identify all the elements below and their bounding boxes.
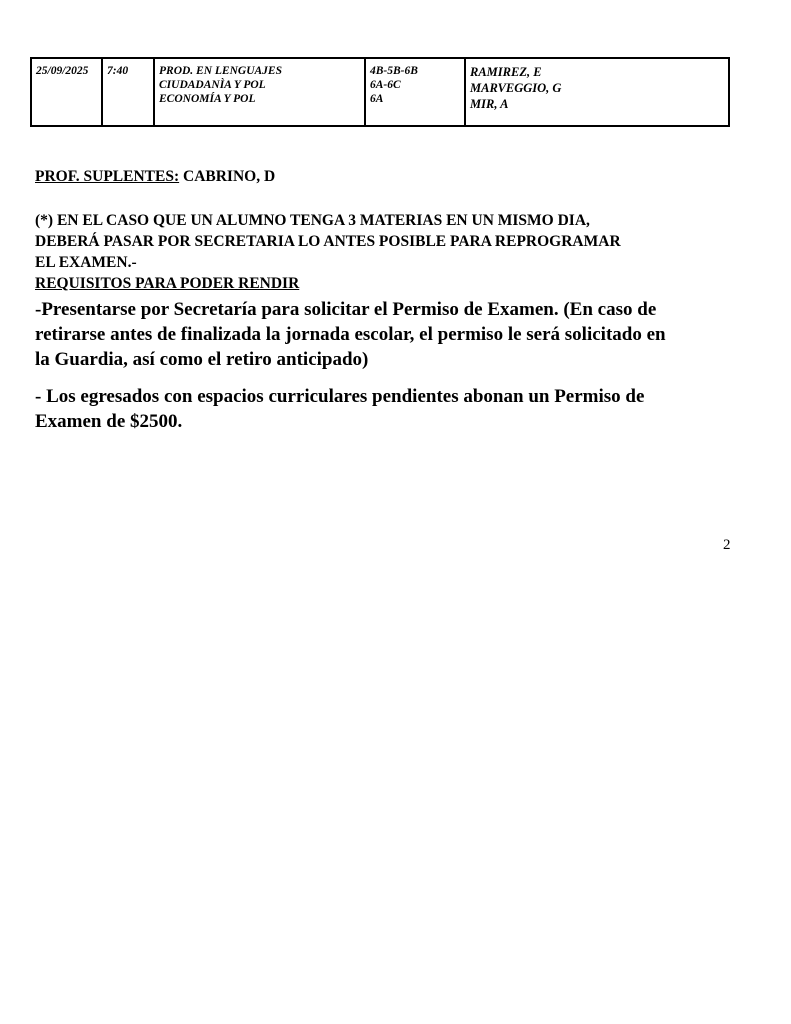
table-row <box>31 58 729 126</box>
subject-item: CIUDADANÌA Y POL <box>159 79 266 91</box>
exam-time: 7:40 <box>107 65 129 77</box>
group-item: 6A <box>370 93 384 105</box>
exam-schedule-table <box>30 57 730 127</box>
paragraph-line: Examen de $2500. <box>35 411 183 432</box>
paragraph-line: la Guardia, así como el retiro anticipado) <box>35 349 369 370</box>
group-item: 4B-5B-6B <box>370 65 418 77</box>
note-line: (*) EN EL CASO QUE UN ALUMNO TENGA 3 MATERIAS EN UN MISMO DIA, <box>35 212 590 229</box>
page-number: 2 <box>723 537 731 553</box>
subject-item: ECONOMÍA Y POL <box>159 93 256 105</box>
three-subjects-note <box>35 210 735 273</box>
teacher-item: MARVEGGIO, G <box>470 81 562 95</box>
teacher-item: RAMIREZ, E <box>470 65 542 79</box>
requirements-title: REQUISITOS PARA PODER RENDIR <box>35 275 300 292</box>
requirements-paragraph-graduates <box>35 384 745 434</box>
substitute-teachers <box>35 168 275 186</box>
substitute-teachers-names: CABRINO, D <box>179 168 276 185</box>
note-line: EL EXAMEN.- <box>35 254 137 271</box>
paragraph-line: - Los egresados con espacios curriculares pendientes abonan un Permiso de <box>35 386 645 407</box>
teachers-cell <box>465 58 729 126</box>
note-line: DEBERÁ PASAR POR SECRETARIA LO ANTES POSIBLE PARA REPROGRAMAR <box>35 233 621 250</box>
subjects-cell <box>154 58 365 126</box>
exam-time-cell <box>102 58 154 126</box>
requirements-paragraph-permit <box>35 297 745 372</box>
subject-item: PROD. EN LENGUAJES <box>159 65 283 77</box>
teacher-item: MIR, A <box>470 97 509 111</box>
group-item: 6A-6C <box>370 79 401 91</box>
exam-date-cell <box>31 58 102 126</box>
exam-date: 25/09/2025 <box>36 65 89 77</box>
paragraph-line: -Presentarse por Secretaría para solicitar el Permiso de Examen. (En caso de <box>35 299 657 320</box>
substitute-teachers-label: PROF. SUPLENTES: <box>35 168 180 185</box>
paragraph-line: retirarse antes de finalizada la jornada escolar, el permiso le será solicitado en <box>35 324 666 345</box>
groups-cell <box>365 58 465 126</box>
